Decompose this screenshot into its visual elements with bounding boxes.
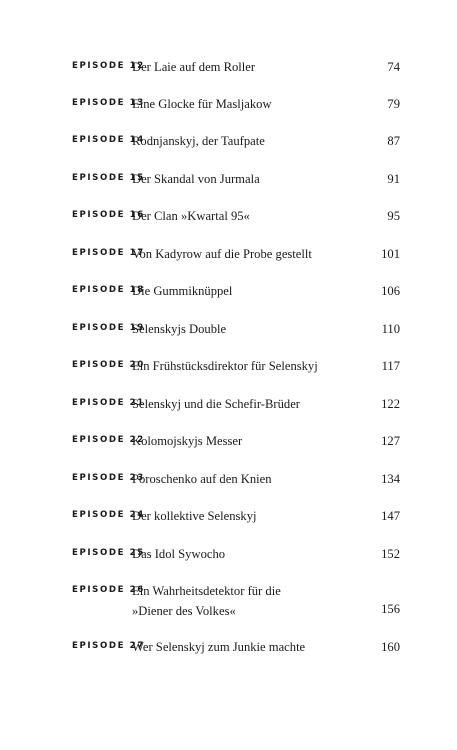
- episode-title: Selenskyj und die Schefir-Brüder: [132, 397, 300, 411]
- page-number: 156: [381, 602, 400, 616]
- episode-label: EPISODE 26: [72, 585, 145, 595]
- episode-title: Poroschenko auf den Knien: [132, 472, 272, 486]
- episode-label: EPISODE 15: [72, 173, 145, 183]
- episode-title: Der Skandal von Jurmala: [132, 172, 260, 186]
- episode-label: EPISODE 13: [72, 98, 145, 108]
- episode-title: Der kollektive Selenskyj: [132, 509, 257, 523]
- page-number: 117: [381, 359, 400, 373]
- page-number: 106: [381, 284, 400, 298]
- episode-title: Von Kadyrow auf die Probe gestellt: [132, 247, 312, 261]
- episode-title-line: Ein Wahrheitsdetektor für die: [132, 584, 281, 598]
- episode-label: EPISODE 20: [72, 360, 145, 370]
- page-number: 122: [381, 397, 400, 411]
- page-number: 101: [381, 247, 400, 261]
- page-number: 91: [387, 172, 400, 186]
- episode-title: Der Laie auf dem Roller: [132, 60, 256, 74]
- episode-title: Rodnjanskyj, der Taufpate: [132, 134, 265, 148]
- episode-label: EPISODE 17: [72, 248, 145, 258]
- episode-title: Kolomojskyjs Messer: [132, 434, 243, 448]
- page-number: 152: [381, 547, 400, 561]
- page-number: 87: [387, 134, 400, 148]
- episode-label: EPISODE 14: [72, 135, 145, 145]
- episode-title: Wer Selenskyj zum Junkie machte: [132, 640, 306, 654]
- page-number: 79: [387, 97, 400, 111]
- episode-title-line: »Diener des Volkes«: [132, 603, 236, 618]
- episode-label: EPISODE 12: [72, 61, 145, 71]
- episode-label: EPISODE 21: [72, 398, 145, 408]
- episode-label: EPISODE 25: [72, 548, 145, 558]
- episode-label: EPISODE 23: [72, 473, 145, 483]
- episode-title: Ein Frühstücksdirektor für Selenskyj: [132, 359, 318, 373]
- page-number: 134: [381, 472, 400, 486]
- episode-label: EPISODE 19: [72, 323, 145, 333]
- page-number: 74: [387, 60, 400, 74]
- episode-label: EPISODE 27: [72, 641, 145, 651]
- page-number: 127: [381, 434, 400, 448]
- page-number: 110: [381, 322, 400, 336]
- episode-label: EPISODE 18: [72, 285, 145, 295]
- page-number: 95: [387, 209, 400, 223]
- episode-title: Die Gummiknüppel: [132, 284, 233, 298]
- episode-title: Das Idol Sywocho: [132, 547, 226, 561]
- episode-title: Der Clan »Kwartal 95«: [132, 209, 250, 223]
- episode-label: EPISODE 16: [72, 210, 145, 220]
- episode-title: Eine Glocke für Masljakow: [132, 97, 272, 111]
- page-number: 160: [381, 640, 400, 654]
- episode-title: Selenskyjs Double: [132, 322, 227, 336]
- episode-label: EPISODE 22: [72, 435, 145, 445]
- episode-label: EPISODE 24: [72, 510, 145, 520]
- page-number: 147: [381, 509, 400, 523]
- episode-title: [132, 582, 372, 621]
